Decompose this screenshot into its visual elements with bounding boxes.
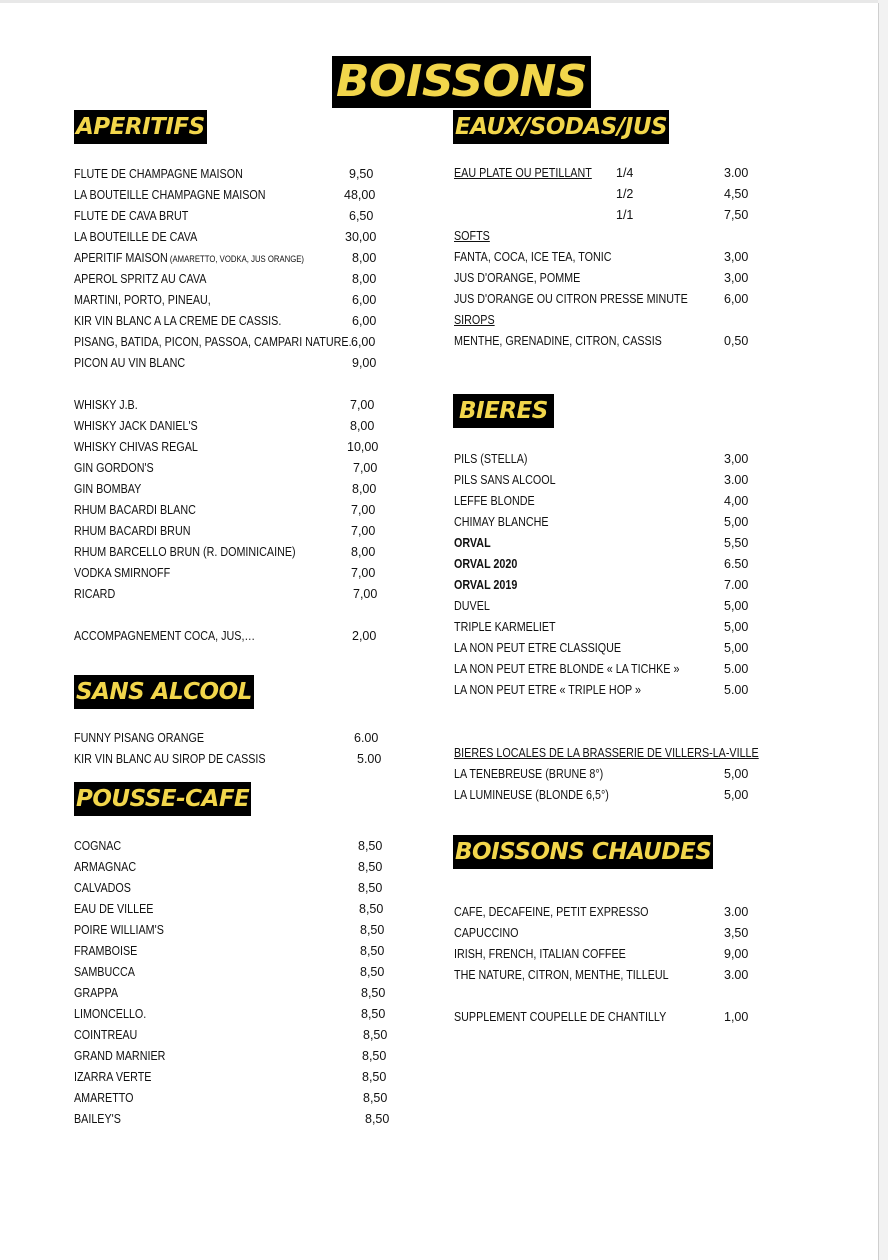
item-price: 8,00 [350, 419, 375, 433]
item-name: AMARETTO [74, 1091, 134, 1105]
spirit-item [74, 522, 394, 540]
item-price: 8,50 [358, 860, 383, 874]
sans-alcool-item [74, 750, 394, 768]
item-price: 8,50 [360, 923, 385, 937]
item-price: 4,00 [724, 494, 749, 508]
spirit-item [74, 438, 394, 456]
pousse-cafe-item [74, 858, 394, 876]
item-name: PILS (STELLA) [454, 452, 528, 466]
aperitif-item [74, 354, 394, 372]
item-name: GRAPPA [74, 986, 119, 1000]
soft-item [454, 290, 774, 308]
spirit-item [74, 501, 394, 519]
item-name: APEROL SPRITZ AU CAVA [74, 272, 207, 286]
item-price: 6,00 [724, 292, 749, 306]
item-size: 1/2 [616, 187, 634, 201]
water-item [454, 164, 774, 182]
item-price: 6,00 [351, 335, 376, 349]
aperitif-item [74, 270, 394, 288]
item-price: 9,00 [724, 947, 749, 961]
item-name: LA LUMINEUSE (BLONDE 6,5°) [454, 788, 609, 802]
item-price: 8,00 [352, 251, 377, 265]
item-price: 8,50 [363, 1028, 388, 1042]
item-price: 5,50 [724, 536, 749, 550]
pousse-cafe-item [74, 900, 394, 918]
pousse-cafe-item [74, 1089, 394, 1107]
soft-item [454, 269, 774, 287]
item-name: KIR VIN BLANC A LA CREME DE CASSIS. [74, 314, 282, 328]
biere-item [454, 534, 774, 552]
item-name: LEFFE BLONDE [454, 494, 535, 508]
item-name: LA NON PEUT ETRE « TRIPLE HOP » [454, 683, 642, 697]
item-name: COGNAC [74, 839, 122, 853]
item-price: 9,50 [349, 167, 374, 181]
item-name: LA BOUTEILLE CHAMPAGNE MAISON [74, 188, 266, 202]
pousse-cafe-item [74, 837, 394, 855]
item-price: 5.00 [724, 683, 749, 697]
bieres-locales-label [454, 744, 774, 762]
item-price: 8,50 [359, 902, 384, 916]
pousse-cafe-item [74, 1110, 394, 1128]
pousse-cafe-item [74, 1005, 394, 1023]
biere-item [454, 513, 774, 531]
spirit-item [74, 480, 394, 498]
item-name: LA NON PEUT ETRE CLASSIQUE [454, 641, 622, 655]
item-name: LA BOUTEILLE DE CAVA [74, 230, 198, 244]
item-price: 7.00 [724, 578, 749, 592]
item-name: CAFE, DECAFEINE, PETIT EXPRESSO [454, 905, 649, 919]
page-shadow [878, 0, 888, 1260]
item-price: 5,00 [724, 620, 749, 634]
item-name: BAILEY'S [74, 1112, 121, 1126]
item-price: 5,00 [724, 599, 749, 613]
biere-item [454, 471, 774, 489]
biere-item [454, 618, 774, 636]
item-name: ACCOMPAGNEMENT COCA, JUS,… [74, 629, 256, 643]
item-price: 3,00 [724, 250, 749, 264]
item-name: CALVADOS [74, 881, 131, 895]
item-name: RICARD [74, 587, 116, 601]
item-name: DUVEL [454, 599, 490, 613]
item-price: 6,00 [352, 314, 377, 328]
item-name: FLUTE DE CAVA BRUT [74, 209, 189, 223]
aperitif-item [74, 291, 394, 309]
item-price: 5,00 [724, 515, 749, 529]
section-title-eaux: EAUX/SODAS/JUS [453, 110, 669, 144]
item-name: GIN GORDON'S [74, 461, 154, 475]
pousse-cafe-item [74, 879, 394, 897]
item-name: FUNNY PISANG ORANGE [74, 731, 205, 745]
sans-alcool-item [74, 729, 394, 747]
item-size: 1/1 [616, 208, 634, 222]
item-price: 7,00 [353, 461, 378, 475]
biere-item [454, 639, 774, 657]
aperitif-item [74, 333, 394, 351]
water-item [454, 185, 774, 203]
boisson-chaude-item [454, 966, 774, 984]
biere-item [454, 576, 774, 594]
item-price: 4,50 [724, 187, 749, 201]
aperitif-item [74, 207, 394, 225]
item-price: 5.00 [357, 752, 382, 766]
item-price: 8,50 [363, 1091, 388, 1105]
pousse-cafe-item [74, 921, 394, 939]
item-price: 5.00 [724, 662, 749, 676]
item-price: 8,50 [358, 881, 383, 895]
item-name: RHUM BACARDI BLANC [74, 503, 196, 517]
section-title-pousse-cafe: POUSSE-CAFE [74, 782, 251, 816]
item-price: 8,00 [352, 272, 377, 286]
item-name: WHISKY J.B. [74, 398, 138, 412]
item-name: MENTHE, GRENADINE, CITRON, CASSIS [454, 334, 662, 348]
item-price: 6,50 [349, 209, 374, 223]
boisson-chaude-item [454, 924, 774, 942]
item-name: BIERES LOCALES DE LA BRASSERIE DE VILLERS-LA-VILLE [454, 746, 759, 760]
biere-item [454, 597, 774, 615]
item-name: GRAND MARNIER [74, 1049, 166, 1063]
item-price: 5,00 [724, 788, 749, 802]
item-name: EAU PLATE OU PETILLANT [454, 166, 592, 180]
item-price: 6.00 [354, 731, 379, 745]
soft-item [454, 248, 774, 266]
biere-locale-item [454, 786, 774, 804]
item-name: FLUTE DE CHAMPAGNE MAISON [74, 167, 243, 181]
item-price: 8,50 [360, 965, 385, 979]
item-name: FANTA, COCA, ICE TEA, TONIC [454, 250, 612, 264]
pousse-cafe-item [74, 1026, 394, 1044]
item-name: TRIPLE KARMELIET [454, 620, 556, 634]
item-name: ORVAL 2019 [454, 578, 518, 592]
spirit-item [74, 417, 394, 435]
item-price: 7,00 [351, 503, 376, 517]
item-price: 8,50 [362, 1070, 387, 1084]
item-name: RHUM BARCELLO BRUN (R. DOMINICAINE) [74, 545, 296, 559]
aperitif-item [74, 228, 394, 246]
item-name: WHISKY CHIVAS REGAL [74, 440, 198, 454]
item-price: 48,00 [344, 188, 376, 202]
item-size: 1/4 [616, 166, 634, 180]
item-name: CAPUCCINO [454, 926, 519, 940]
aperitif-item [74, 165, 394, 183]
item-name: PILS SANS ALCOOL [454, 473, 556, 487]
item-name: APERITIF MAISON (AMARETTO, VODKA, JUS ORANGE) [74, 251, 304, 265]
menu-title: BOISSONS [332, 56, 591, 108]
item-price: 8,50 [361, 1007, 386, 1021]
pousse-cafe-item [74, 942, 394, 960]
item-name: ORVAL 2020 [454, 557, 518, 571]
item-name: WHISKY JACK DANIEL'S [74, 419, 198, 433]
item-price: 3,00 [724, 271, 749, 285]
item-name: IRISH, FRENCH, ITALIAN COFFEE [454, 947, 626, 961]
item-price: 10,00 [347, 440, 379, 454]
section-title-boissons-chaudes: BOISSONS CHAUDES [453, 835, 713, 869]
section-title-aperitifs: APERITIFS [74, 110, 207, 144]
item-name: JUS D'ORANGE OU CITRON PRESSE MINUTE [454, 292, 688, 306]
water-item [454, 206, 774, 224]
item-price: 5,00 [724, 641, 749, 655]
pousse-cafe-item [74, 963, 394, 981]
item-name: SAMBUCCA [74, 965, 135, 979]
item-name: EAU DE VILLEE [74, 902, 154, 916]
item-name: CHIMAY BLANCHE [454, 515, 549, 529]
aperitif-item [74, 312, 394, 330]
item-name: KIR VIN BLANC AU SIROP DE CASSIS [74, 752, 266, 766]
item-price: 8,50 [361, 986, 386, 1000]
softs-label [454, 227, 774, 245]
item-price: 1,00 [724, 1010, 749, 1024]
item-price: 7,00 [350, 398, 375, 412]
item-name: LA NON PEUT ETRE BLONDE « LA TICHKE » [454, 662, 680, 676]
item-price: 8,00 [352, 482, 377, 496]
pousse-cafe-item [74, 1068, 394, 1086]
item-name: LIMONCELLO. [74, 1007, 147, 1021]
item-price: 3,00 [724, 452, 749, 466]
spirit-item [74, 543, 394, 561]
menu-page [0, 3, 879, 1260]
pousse-cafe-item [74, 984, 394, 1002]
item-price: 5,00 [724, 767, 749, 781]
accompagnement-item [74, 627, 394, 645]
item-price: 8,00 [351, 545, 376, 559]
chantilly-item [454, 1008, 774, 1026]
item-name: ARMAGNAC [74, 860, 137, 874]
item-price: 6,00 [352, 293, 377, 307]
item-price: 7,50 [724, 208, 749, 222]
spirit-item [74, 585, 394, 603]
biere-item [454, 450, 774, 468]
section-title-bieres: BIERES [453, 394, 554, 428]
item-price: 3.00 [724, 905, 749, 919]
item-name: SIROPS [454, 313, 495, 327]
item-price: 2,00 [352, 629, 377, 643]
item-price: 7,00 [353, 587, 378, 601]
item-price: 8,50 [365, 1112, 390, 1126]
item-name: MARTINI, PORTO, PINEAU, [74, 293, 211, 307]
spirit-item [74, 396, 394, 414]
item-price: 0,50 [724, 334, 749, 348]
item-name: ORVAL [454, 536, 491, 550]
item-name: RHUM BACARDI BRUN [74, 524, 191, 538]
item-name: SOFTS [454, 229, 490, 243]
boisson-chaude-item [454, 945, 774, 963]
section-title-sans-alcool: SANS ALCOOL [74, 675, 254, 709]
item-name: PICON AU VIN BLANC [74, 356, 186, 370]
spirit-item [74, 564, 394, 582]
spirit-item [74, 459, 394, 477]
item-name: SUPPLEMENT COUPELLE DE CHANTILLY [454, 1010, 667, 1024]
biere-item [454, 681, 774, 699]
item-price: 30,00 [345, 230, 377, 244]
biere-locale-item [454, 765, 774, 783]
biere-item [454, 492, 774, 510]
pousse-cafe-item [74, 1047, 394, 1065]
item-price: 3.00 [724, 968, 749, 982]
sirops-label [454, 311, 774, 329]
item-note: (AMARETTO, VODKA, JUS ORANGE) [167, 254, 304, 264]
item-name: PISANG, BATIDA, PICON, PASSOA, CAMPARI NATURE. [74, 335, 352, 349]
item-price: 8,50 [360, 944, 385, 958]
item-price: 8,50 [358, 839, 383, 853]
item-name: FRAMBOISE [74, 944, 138, 958]
item-name: COINTREAU [74, 1028, 138, 1042]
item-price: 3.00 [724, 473, 749, 487]
boisson-chaude-item [454, 903, 774, 921]
item-name: VODKA SMIRNOFF [74, 566, 171, 580]
biere-item [454, 555, 774, 573]
item-price: 3.00 [724, 166, 749, 180]
item-name: IZARRA VERTE [74, 1070, 152, 1084]
item-price: 7,00 [351, 566, 376, 580]
item-name: GIN BOMBAY [74, 482, 142, 496]
item-price: 6.50 [724, 557, 749, 571]
item-name: LA TENEBREUSE (BRUNE 8°) [454, 767, 604, 781]
item-name: JUS D'ORANGE, POMME [454, 271, 581, 285]
biere-item [454, 660, 774, 678]
item-name: THE NATURE, CITRON, MENTHE, TILLEUL [454, 968, 669, 982]
item-price: 8,50 [362, 1049, 387, 1063]
item-price: 9,00 [352, 356, 377, 370]
aperitif-item [74, 186, 394, 204]
item-price: 3,50 [724, 926, 749, 940]
aperitif-item [74, 249, 394, 267]
item-price: 7,00 [351, 524, 376, 538]
item-name: POIRE WILLIAM'S [74, 923, 164, 937]
sirop-item [454, 332, 774, 350]
